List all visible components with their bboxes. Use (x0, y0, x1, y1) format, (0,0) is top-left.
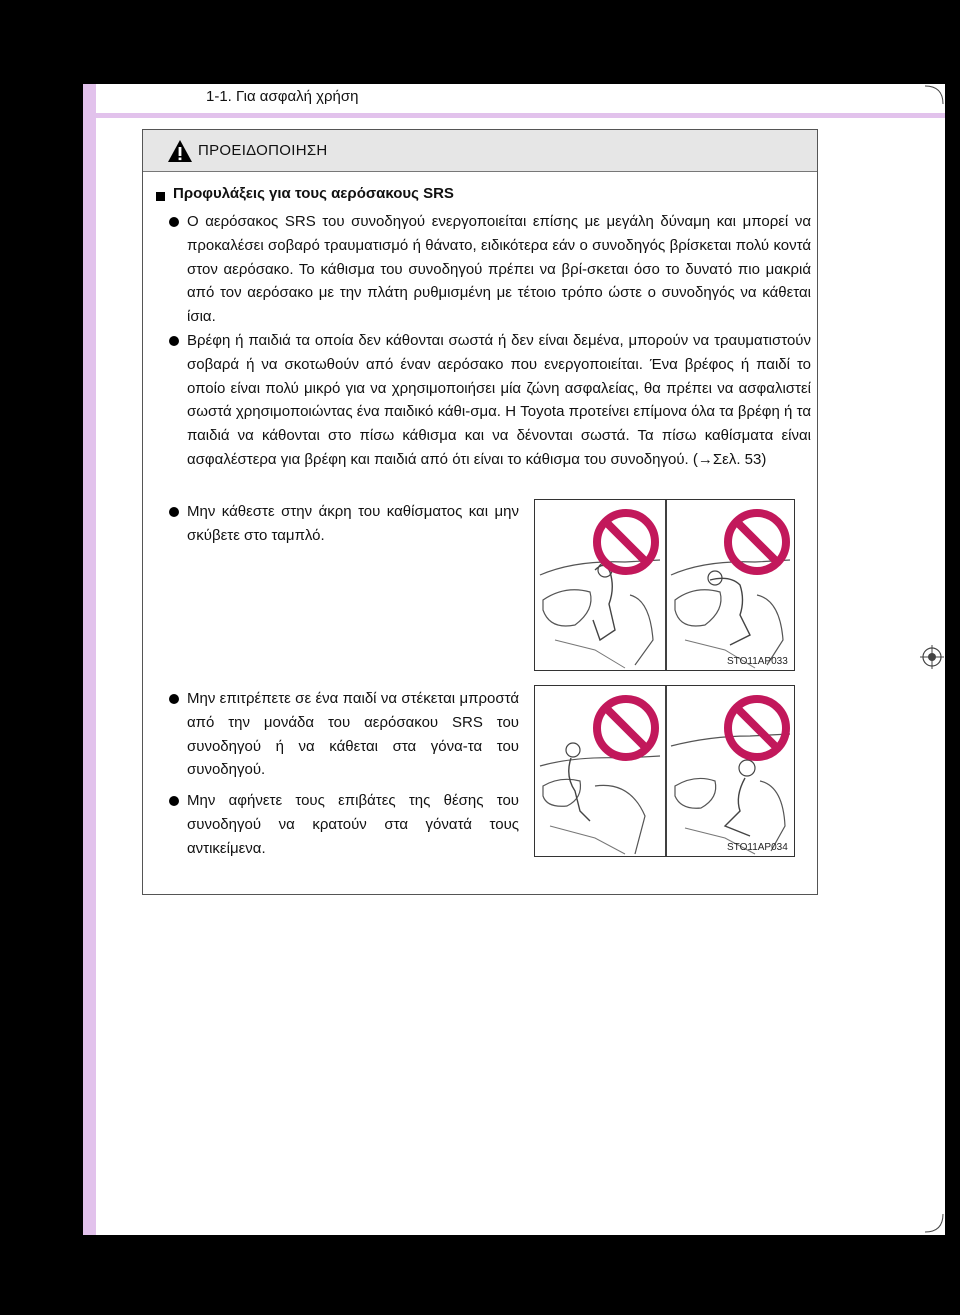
bullet-icon (169, 217, 179, 227)
warning-title: ΠΡΟΕΙΔΟΠΟΙΗΣΗ (198, 142, 328, 159)
warning-triangle-icon (167, 139, 193, 163)
warning-paragraph: Βρέφη ή παιδιά τα οποία δεν κάθονται σωστά ή δεν είναι δεμένα, μπορούν να τραυματιστούν σοβαρά ή να σκοτωθούν από έναν αερόσακο που ενεργοποιείται. Ένα βρέφος ή παιδί το οποίο είναι πολύ μικρό για να χρησιμοποιήσει μία ζώνη ασφαλείας, θα πρέπει να ασφαλιστεί σωστά χρησιμοποιώντας ένα παιδικό κάθι-σμα. Η Toyota προτείνει επίμονα όλα τα βρέφη ή τα παιδιά να κάθονται στο πίσω κάθισμα και να δένονται σωστά. Τα πίσω καθίσματα είναι ασφαλέστερα για βρέφη και παιδιά από ότι είναι το κάθισμα του συνοδηγού. (→Σελ. 53) (187, 332, 811, 468)
warning-paragraph: Μην αφήνετε τους επιβάτες της θέσης του συνοδηγού να κρατούν στα γόνατά τους αντικείμενα. (187, 792, 519, 857)
registration-mark-icon (920, 645, 944, 669)
crop-mark-icon (923, 1212, 945, 1234)
illustration-figure (534, 685, 795, 857)
prohibition-icon (722, 693, 792, 763)
bullet-icon (169, 796, 179, 806)
prohibition-icon (591, 507, 661, 577)
crop-mark-icon (923, 84, 945, 106)
warning-heading: Προφυλάξεις για τους αερόσακους SRS (173, 185, 454, 202)
warning-box (142, 129, 818, 895)
side-accent-stripe (83, 84, 96, 1235)
prohibition-icon (591, 693, 661, 763)
warning-paragraph: Ο αερόσακος SRS του συνοδηγού ενεργοποιείται επίσης με μεγάλη δύναμη και μπορεί να προκαλέσει σοβαρό τραυματισμό ή θάνατο, ειδικότερα εάν ο συνοδηγός βρίσκεται πολύ κοντά στον αερόσακο. Το κάθισμα του συνοδηγού πρέπει να βρί-σκεται όσο το δυνατό πιο μακριά από τον αερόσακο με την πλάτη ρυθμισμένη με τέτοιο τρόπο ώστε ο συνοδηγός να κάθεται ίσια. (187, 213, 811, 326)
warning-paragraph: Μην επιτρέπετε σε ένα παιδί να στέκεται μπροστά από την μονάδα του αερόσακου SRS του συνοδηγού ή να κάθεται στα γόνα-τα του συνοδηγού. (187, 690, 519, 779)
warning-paragraph: Μην κάθεστε στην άκρη του καθίσματος και μην σκύβετε στο ταμπλό. (187, 503, 519, 544)
top-accent-stripe (96, 113, 945, 118)
figure-code: STO11AP033 (727, 656, 788, 667)
heading-square-icon (156, 192, 165, 201)
illustration-figure (534, 499, 795, 671)
figure-code: STO11AP034 (727, 842, 788, 853)
bullet-icon (169, 336, 179, 346)
bullet-icon (169, 694, 179, 704)
prohibition-icon (722, 507, 792, 577)
warning-header (143, 130, 817, 172)
section-header: 1-1. Για ασφαλή χρήση (206, 88, 359, 105)
bullet-icon (169, 507, 179, 517)
